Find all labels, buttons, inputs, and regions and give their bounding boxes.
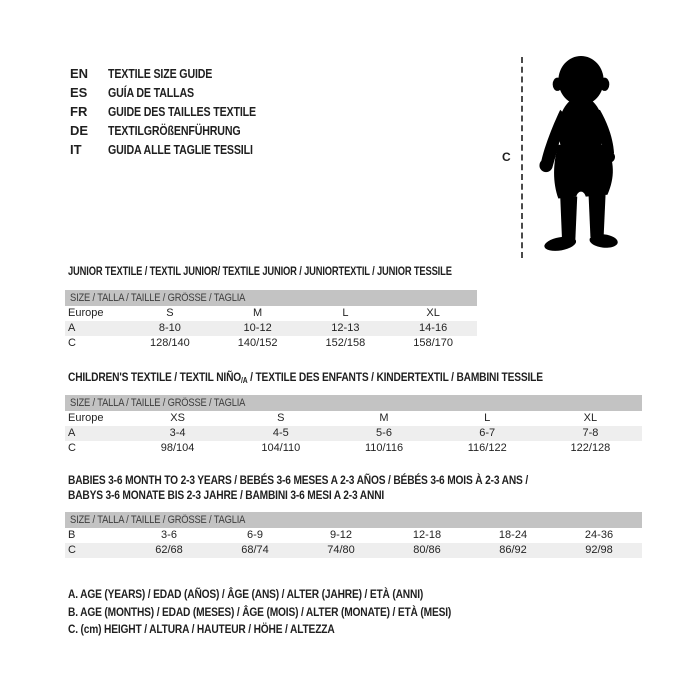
row-label: B	[68, 529, 76, 541]
table-cell: M	[379, 412, 389, 424]
table-cell: 12-13	[331, 322, 360, 334]
legend-note-b: B. AGE (MONTHS) / EDAD (MESES) / ÂGE (MOIS) / ALTER (MONATE) / ETÀ (MESI)	[68, 604, 452, 619]
children-size-table	[65, 395, 642, 456]
baby-silhouette-icon	[533, 55, 629, 258]
table-cell: 62/68	[155, 544, 183, 556]
table-cell: XL	[583, 412, 598, 424]
table-cell: S	[166, 307, 174, 319]
language-code: FR	[70, 104, 88, 119]
table-cell: 6-9	[247, 529, 263, 541]
language-code: DE	[70, 123, 89, 138]
table-row-europe	[65, 411, 642, 426]
table-row-europe	[65, 306, 477, 321]
language-row-en	[70, 64, 288, 83]
table-cell: 140/152	[237, 337, 278, 349]
table-cell: 3-6	[161, 529, 177, 541]
table-cell: 3-4	[169, 427, 186, 439]
table-cell: 68/74	[241, 544, 269, 556]
table-cell: 104/110	[261, 442, 301, 454]
size-header-bar: SIZE / TALLA / TAILLE / GRÖSSE / TAGLIA	[65, 512, 642, 528]
language-code: IT	[70, 142, 82, 157]
table-cell: L	[484, 412, 491, 424]
table-cell: 80/86	[413, 544, 441, 556]
table-cell: XL	[426, 307, 440, 319]
language-code: ES	[70, 85, 88, 100]
table-cell: 122/128	[570, 442, 611, 454]
table-cell: 152/158	[325, 337, 366, 349]
language-row-de	[70, 121, 288, 140]
row-label: C	[68, 544, 76, 556]
table-cell: 9-12	[329, 529, 353, 541]
table-cell: 158/170	[413, 337, 453, 349]
table-row-age-years	[65, 426, 642, 441]
row-label: Europe	[68, 412, 104, 424]
table-row-age-years	[65, 321, 477, 336]
table-cell: 6-7	[479, 427, 496, 439]
table-cell: 24-36	[584, 529, 614, 541]
language-label: GUIDE DES TAILLES TEXTILE	[108, 104, 256, 119]
legend-note-c: C. (cm) HEIGHT / ALTURA / HAUTEUR / HÖHE / ALTEZZA	[68, 622, 335, 636]
row-label: C	[68, 442, 76, 454]
height-measure-line	[521, 57, 523, 258]
legend-notes	[68, 586, 519, 639]
language-row-fr	[70, 102, 288, 121]
table-cell: 5-6	[376, 427, 392, 439]
table-row-height	[65, 441, 642, 456]
section-title-babies-line2: BABYS 3-6 MONATE BIS 2-3 JAHRE / BAMBINI 3-6 MESI A 2-3 ANNI	[68, 488, 385, 502]
table-cell: 4-5	[272, 427, 289, 439]
title-subscript: /A	[241, 376, 248, 385]
language-label: TEXTILGRÖßENFÜHRUNG	[108, 123, 241, 138]
junior-size-table	[65, 290, 477, 351]
legend-note-a: A. AGE (YEARS) / EDAD (AÑOS) / ÂGE (ANS) / ALTER (JAHRE) / ETÀ (ANNI)	[68, 587, 424, 601]
table-row-age-months	[65, 528, 642, 543]
language-label: GUÍA DE TALLAS	[108, 85, 194, 100]
height-measure-label: C	[502, 150, 511, 164]
row-label: Europe	[68, 307, 104, 319]
table-cell: XS	[170, 412, 185, 424]
language-row-it	[70, 140, 288, 159]
table-cell: 86/92	[499, 544, 527, 556]
language-label: GUIDA ALLE TAGLIE TESSILI	[108, 142, 253, 157]
table-cell: 74/80	[327, 544, 355, 556]
table-cell: 110/116	[364, 442, 404, 454]
table-cell: S	[277, 412, 285, 424]
language-label: TEXTILE SIZE GUIDE	[108, 66, 213, 81]
size-header-bar: SIZE / TALLA / TAILLE / GRÖSSE / TAGLIA	[65, 290, 477, 306]
table-cell: 128/140	[149, 337, 190, 349]
row-label: C	[68, 337, 76, 349]
table-cell: 8-10	[158, 322, 181, 334]
table-cell: 116/122	[467, 442, 507, 454]
table-cell: 18-24	[498, 529, 528, 541]
section-title-babies-line1: BABIES 3-6 MONTH TO 2-3 YEARS / BEBÉS 3-6 MESES A 2-3 AÑOS / BÉBÉS 3-6 MOIS À 2-3 ANS /	[68, 473, 529, 487]
table-cell: 92/98	[585, 544, 613, 556]
table-cell: L	[342, 307, 349, 319]
language-code: EN	[70, 66, 89, 81]
table-cell: 12-18	[412, 529, 442, 541]
section-title-children: CHILDREN'S TEXTILE / TEXTIL $NIÑO_{/A}$ / TEXTILE DES ENFANTS / KINDERTEXTIL / BAMBINI TESSILE	[68, 370, 543, 385]
row-label: A	[68, 322, 76, 334]
language-list	[70, 64, 288, 159]
table-cell: 98/104	[160, 442, 195, 454]
table-row-height	[65, 543, 642, 558]
table-cell: 14-16	[419, 322, 448, 334]
table-cell: M	[253, 307, 263, 319]
table-cell: 10-12	[243, 322, 272, 334]
language-row-es	[70, 83, 288, 102]
row-label: A	[68, 427, 76, 439]
size-header-bar: SIZE / TALLA / TAILLE / GRÖSSE / TAGLIA	[65, 395, 642, 411]
table-cell: 7-8	[582, 427, 599, 439]
section-title-junior: JUNIOR TEXTILE / TEXTIL JUNIOR/ TEXTILE JUNIOR / JUNIORTEXTIL / JUNIOR TESSILE	[68, 264, 452, 278]
babies-size-table	[65, 512, 642, 558]
table-row-height	[65, 336, 477, 351]
